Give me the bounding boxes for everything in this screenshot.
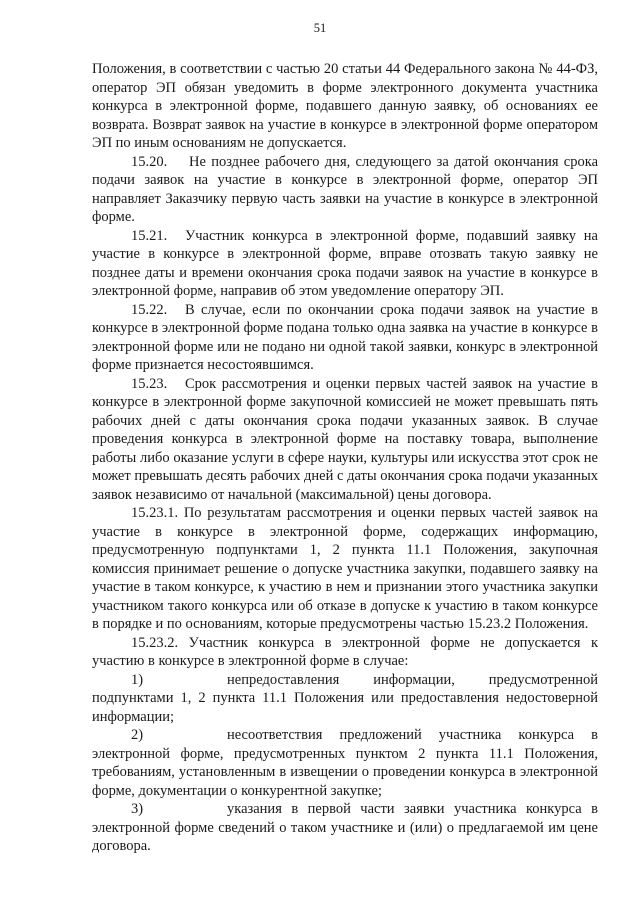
clause-15-22 <box>92 301 598 375</box>
clause-15-23 <box>92 375 598 505</box>
clause-number: 15.20. <box>131 153 168 170</box>
list-item-text: несоответствия предложений участника конкурса в электронной форме, предусмотренных пунктом 2 пункта 11.1 Положения, требованиям, установленным в извещении о проведении конкурса в электронной форме, документации о конкурентной закупке; <box>92 727 598 799</box>
clause-text: 15.23.2. Участник конкурса в электронной форме не допускается к участию в конкурсе в электронной форме в случае: <box>92 634 598 669</box>
document-body <box>92 60 598 856</box>
list-item-number: 1) <box>131 671 144 688</box>
paragraph-text: Положения, в соответствии с частью 20 статьи 44 Федерального закона № 44-ФЗ, оператор ЭП обязан уведомить в форме электронного документа участника конкурса в электронной форме, подавшего данную заявку, об основаниях ее возврата. Возврат заявок на участие в конкурсе в электронной форме оператором ЭП по иным основаниям не допускается. <box>92 61 598 151</box>
page-number: 51 <box>313 21 327 35</box>
list-item-number: 3) <box>131 801 144 817</box>
paragraph <box>92 60 598 153</box>
list-item-number: 2) <box>131 727 144 743</box>
clause-15-23-1 <box>92 504 598 634</box>
clause-number: 15.22. <box>131 301 168 318</box>
clause-text: 15.23.1. По результатам рассмотрения и оценки первых частей заявок на участие в конкурсе в электронной форме, содержащих информацию, предусмотренную подпунктами 1, 2 пункта 11.1 Положения, закупочная комиссия принимает решение о допуске участника закупки, подавшего заявку на участие в таком конкурсе, к участию в нем и признании этого участника закупки участником такого конкурса или об отказе в допуске к участию в таком конкурсе в порядке и по основаниям, которые предусмотрены частью 15.23.2 Положения. <box>92 505 598 632</box>
clause-text: В случае, если по окончании срока подачи заявок на участие в конкурсе в электронной форме подана только одна заявка на участие в конкурсе в электронной форме или не подано ни одной такой заявки, конкурс в электронной форме признается несостоявшимся. <box>92 301 598 373</box>
clause-15-20 <box>92 153 598 227</box>
clause-15-21 <box>92 227 598 301</box>
clause-text: Участник конкурса в электронной форме, подавший заявку на участие в конкурсе в электронной форме, вправе отозвать такую заявку не позднее даты и времени окончания срока подачи заявок на участие в конкурсе в электронной форме, направив об этом уведомление оператору ЭП. <box>92 227 598 299</box>
list-item-2 <box>92 726 598 800</box>
list-item-1 <box>92 671 598 727</box>
list-item-text: непредоставления информации, предусмотренной подпунктами 1, 2 пункта 11.1 Положения или предоставления недостоверной информации; <box>92 671 598 725</box>
clause-15-23-2 <box>92 634 598 671</box>
list-item-3 <box>92 800 598 856</box>
clause-number: 15.23. <box>131 375 168 392</box>
clause-number: 15.21. <box>131 227 168 244</box>
list-item-text: указания в первой части заявки участника конкурса в электронной форме сведений о таком участнике и (или) о предлагаемой им цене договора. <box>92 801 598 854</box>
clause-text: Не позднее рабочего дня, следующего за датой окончания срока подачи заявок на участие в конкурсе в электронной форме, оператор ЭП направляет Заказчику первую часть заявки на участие в конкурсе в электронной форме. <box>92 153 598 225</box>
clause-text: Срок рассмотрения и оценки первых частей заявок на участие в конкурсе в электронной форме закупочной комиссией не может превышать пять рабочих дней с даты окончания срока подачи указанных заявок. В случае проведения конкурса в электронной форме на поставку товара, выполнение работы либо оказание услуги в сфере науки, культуры или искусства этот срок не может превышать десять рабочих дней с даты окончания срока подачи указанных заявок независимо от начальной (максимальной) цены договора. <box>92 375 598 503</box>
